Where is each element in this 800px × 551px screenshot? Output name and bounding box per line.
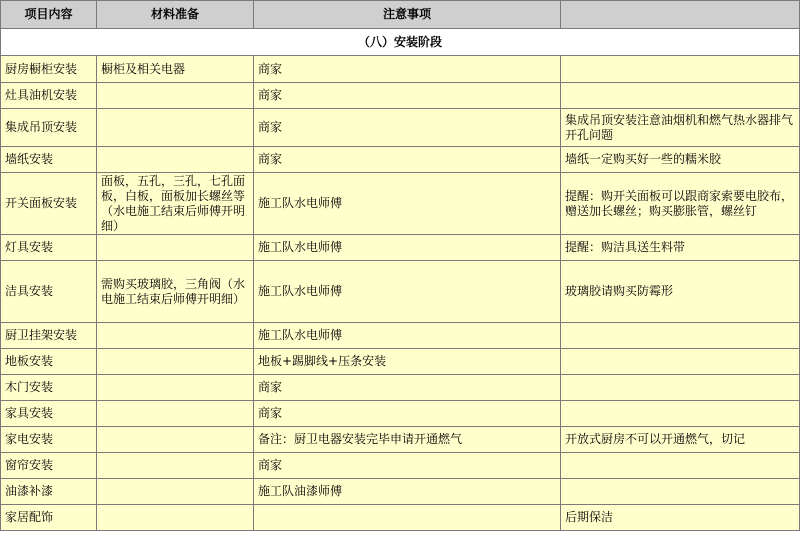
cell-remark — [561, 401, 800, 427]
cell-notes — [254, 505, 561, 531]
cell-remark: 开放式厨房不可以开通燃气，切记 — [561, 427, 800, 453]
cell-material — [97, 401, 254, 427]
table-row — [1, 453, 800, 479]
cell-item: 家居配饰 — [1, 505, 97, 531]
cell-item: 墙纸安装 — [1, 147, 97, 173]
cell-remark — [561, 349, 800, 375]
cell-notes: 施工队水电师傅 — [254, 261, 561, 323]
header-item: 项目内容 — [1, 1, 97, 29]
cell-remark: 玻璃胶请购买防霉形 — [561, 261, 800, 323]
header-notes: 注意事项 — [254, 1, 561, 29]
cell-item: 家具安装 — [1, 401, 97, 427]
cell-remark: 集成吊顶安装注意油烟机和燃气热水器排气开孔问题 — [561, 109, 800, 147]
cell-notes: 商家 — [254, 453, 561, 479]
cell-item: 地板安装 — [1, 349, 97, 375]
cell-notes: 地板+踢脚线+压条安装 — [254, 349, 561, 375]
table-row — [1, 479, 800, 505]
section-row — [1, 29, 800, 56]
cell-notes: 商家 — [254, 56, 561, 83]
table-row — [1, 109, 800, 147]
table-row — [1, 235, 800, 261]
cell-material — [97, 453, 254, 479]
cell-item: 开关面板安装 — [1, 173, 97, 235]
cell-notes: 商家 — [254, 401, 561, 427]
cell-item: 厨房橱柜安装 — [1, 56, 97, 83]
cell-material — [97, 375, 254, 401]
cell-item: 窗帘安装 — [1, 453, 97, 479]
cell-material — [97, 109, 254, 147]
table-row — [1, 375, 800, 401]
cell-remark: 提醒：购洁具送生料带 — [561, 235, 800, 261]
cell-remark — [561, 56, 800, 83]
table-row — [1, 173, 800, 235]
cell-material — [97, 427, 254, 453]
cell-item: 木门安装 — [1, 375, 97, 401]
header-material: 材料准备 — [97, 1, 254, 29]
cell-material — [97, 323, 254, 349]
cell-material — [97, 235, 254, 261]
table-row — [1, 349, 800, 375]
table-row — [1, 505, 800, 531]
table-row — [1, 401, 800, 427]
cell-remark — [561, 83, 800, 109]
cell-remark: 后期保洁 — [561, 505, 800, 531]
cell-material: 面板，五孔，三孔，七孔面板，白板，面板加长螺丝等（水电施工结束后师傅开明细） — [97, 173, 254, 235]
cell-item: 厨卫挂架安装 — [1, 323, 97, 349]
cell-remark — [561, 479, 800, 505]
cell-remark: 墙纸一定购买好一些的糯米胶 — [561, 147, 800, 173]
cell-material: 橱柜及相关电器 — [97, 56, 254, 83]
table-row — [1, 261, 800, 323]
cell-notes: 施工队水电师傅 — [254, 323, 561, 349]
header-remark — [561, 1, 800, 29]
cell-material — [97, 83, 254, 109]
cell-item: 油漆补漆 — [1, 479, 97, 505]
cell-item: 集成吊顶安装 — [1, 109, 97, 147]
table-row — [1, 427, 800, 453]
cell-notes: 备注：厨卫电器安装完毕申请开通燃气 — [254, 427, 561, 453]
cell-material — [97, 147, 254, 173]
cell-material — [97, 479, 254, 505]
table-row — [1, 147, 800, 173]
table-row — [1, 323, 800, 349]
cell-item: 洁具安装 — [1, 261, 97, 323]
cell-material: 需购买玻璃胶，三角阀（水电施工结束后师傅开明细） — [97, 261, 254, 323]
cell-notes: 商家 — [254, 109, 561, 147]
cell-notes: 施工队水电师傅 — [254, 173, 561, 235]
cell-remark: 提醒：购开关面板可以跟商家索要电胶布，赠送加长螺丝；购买膨胀管，螺丝钉 — [561, 173, 800, 235]
cell-notes: 商家 — [254, 83, 561, 109]
cell-notes: 商家 — [254, 375, 561, 401]
cell-notes: 商家 — [254, 147, 561, 173]
cell-remark — [561, 323, 800, 349]
cell-item: 灯具安装 — [1, 235, 97, 261]
cell-remark — [561, 453, 800, 479]
cell-material — [97, 349, 254, 375]
table-row — [1, 83, 800, 109]
cell-item: 家电安装 — [1, 427, 97, 453]
table-row — [1, 56, 800, 83]
cell-item: 灶具油机安装 — [1, 83, 97, 109]
header-row — [1, 1, 800, 29]
cell-notes: 施工队油漆师傅 — [254, 479, 561, 505]
cell-material — [97, 505, 254, 531]
cell-remark — [561, 375, 800, 401]
section-title: （八）安装阶段 — [1, 29, 800, 56]
cell-notes: 施工队水电师傅 — [254, 235, 561, 261]
